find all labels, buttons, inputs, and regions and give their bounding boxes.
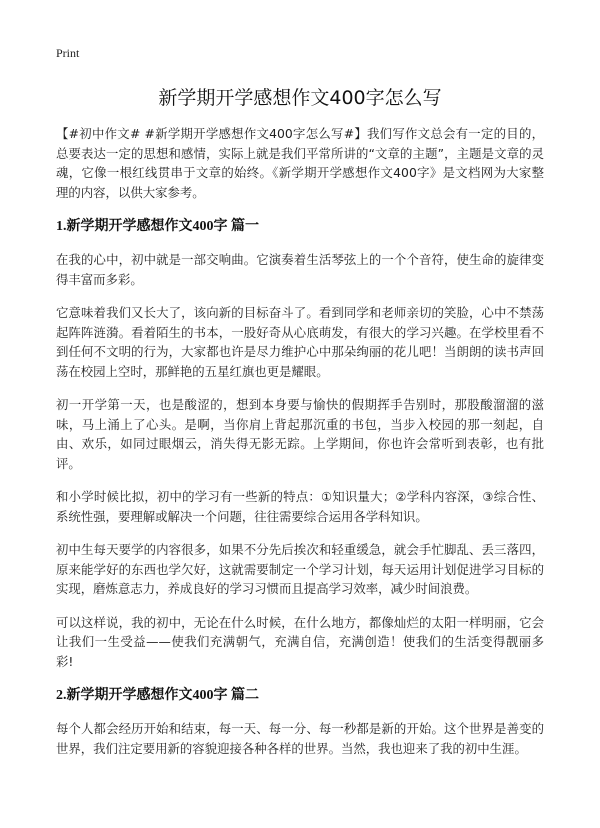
section-1-paragraph-1: 在我的心中，初中就是一部交响曲。它演奏着生活琴弦上的一个个音符，使生命的旋律变得丰富而多彩。 xyxy=(56,252,544,287)
intro-paragraph: 【#初中作文# #新学期开学感想作文400字怎么写#】我们写作文总会有一定的目的，总要表达一定的思想和感情，实际上就是我们平常所讲的“文章的主题”，主题是文章的灵魂，它像一根红线贯串于文章的始终。《新学期开学感想作文400字》是文档网为大家整理的内容，以供大家参考。 xyxy=(56,126,544,200)
section-1-paragraph-4: 和小学时候比拟，初中的学习有一些新的特点：①知识量大；②学科内容深，③综合性、系统性强，要理解或解决一个问题，往往需要综合运用各学科知识。 xyxy=(56,489,544,524)
document-title: 新学期开学感想作文400字怎么写 xyxy=(158,87,442,109)
section-1-paragraph-5: 初中生每天要学的内容很多，如果不分先后挨次和轻重缓急，就会手忙脚乱、丢三落四，原来能学好的东西也学欠好，这就需要制定一个学习计划，每天运用计划促进学习目标的实现，磨炼意志力，养成良好的学习习惯而且提高学习效率，减少时间浪费。 xyxy=(56,542,544,596)
section-heading-2: 2.新学期开学感想作文400字 篇二 xyxy=(56,688,259,703)
section-1-paragraph-3: 初一开学第一天，也是酸涩的，想到本身要与愉快的假期挥手告别时，那股酸溜溜的滋味，马上涌上了心头。是啊，当你肩上背起那沉重的书包，当步入校园的那一刻起，自由、欢乐，如同过眼烟云，消失得无影无踪。上学期间，你也许会常听到表彰，也有批评。 xyxy=(56,397,544,471)
section-1-paragraph-6: 可以这样说，我的初中，无论在什么时候，在什么地方，都像灿烂的太阳一样明丽，它会让我们一生受益——使我们充满朝气，充满自信，充满创造！使我们的生活变得靓丽多彩! xyxy=(56,614,544,669)
section-heading-1: 1.新学期开学感想作文400字 篇一 xyxy=(56,219,259,234)
print-label: Print xyxy=(56,46,80,60)
section-1-paragraph-2: 它意味着我们又长大了，该向新的目标奋斗了。看到同学和老师亲切的笑脸，心中不禁荡起阵阵涟漪。看着陌生的书本，一股好奇从心底萌发，有很大的学习兴趣。在学校里看不到任何不文明的行为，大家都也许是尽力维护心中那朵绚丽的花儿吧！当朗朗的读书声回荡在校园上空时，那鲜艳的五星红旗也更是耀眼。 xyxy=(56,305,544,379)
section-2-paragraph-1: 每个人都会经历开始和结束，每一天、每一分、每一秒都是新的开始。这个世界是善变的世界，我们注定要用新的容貌迎接各种各样的世界。当然，我也迎来了我的初中生涯。 xyxy=(56,721,544,756)
